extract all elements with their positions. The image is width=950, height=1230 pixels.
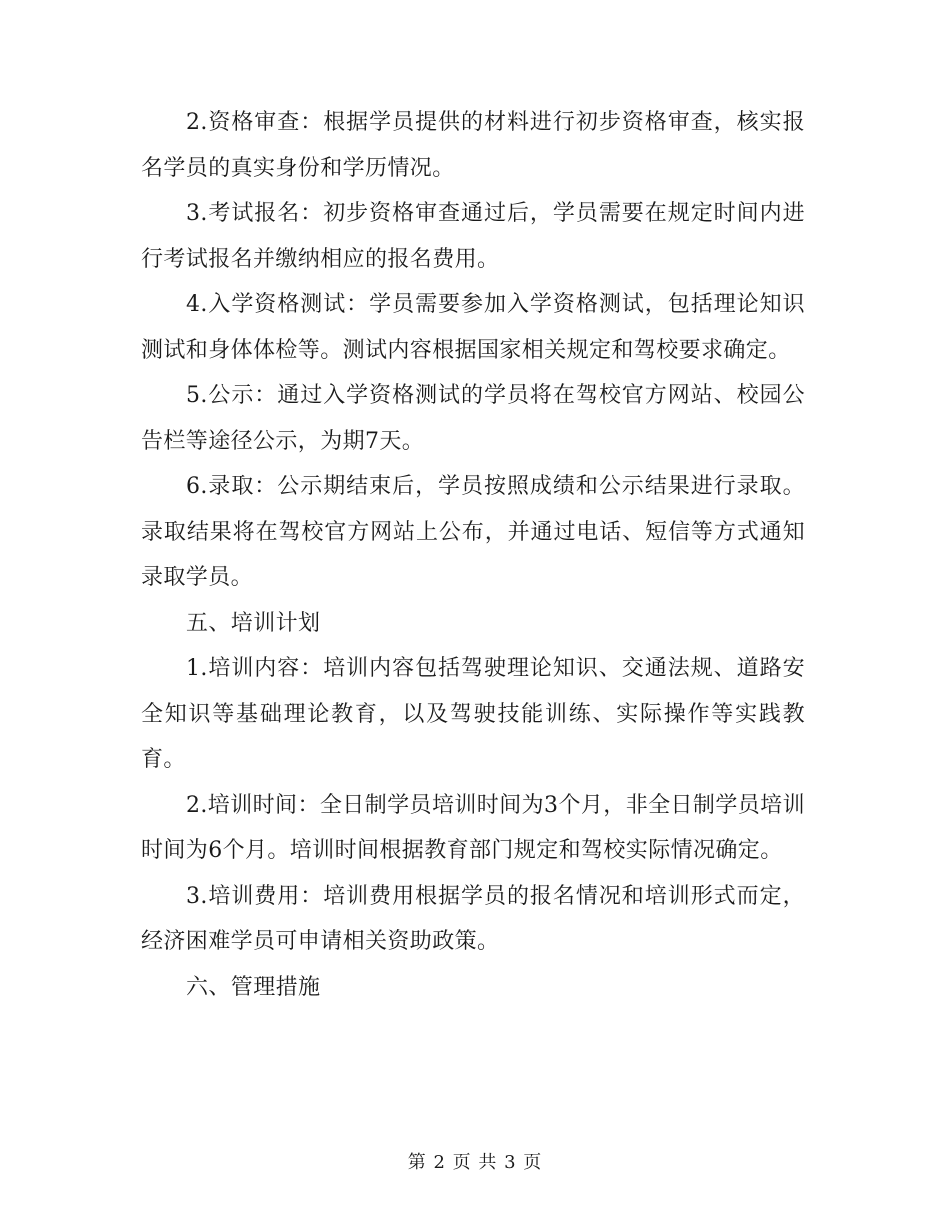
- section-heading-training-plan: 五、培训计划: [186, 610, 321, 636]
- section-heading-management: 六、管理措施: [186, 974, 321, 1000]
- document-body: [141, 100, 805, 1010]
- paragraph-exam-registration: 3.考试报名：初步资格审查通过后，学员需要在规定时间内进行考试报名并缴纳相应的报名费用。: [141, 201, 805, 272]
- paragraph-admission: 6.录取：公示期结束后，学员按照成绩和公示结果进行录取。录取结果将在驾校官方网站上公布，并通过电话、短信等方式通知录取学员。: [141, 474, 805, 590]
- paragraph-admission-test: 4.入学资格测试：学员需要参加入学资格测试，包括理论知识测试和身体体检等。测试内容根据国家相关规定和驾校要求确定。: [141, 292, 805, 363]
- paragraph-training-time: 2.培训时间：全日制学员培训时间为3个月，非全日制学员培训时间为6个月。培训时间根据教育部门规定和驾校实际情况确定。: [141, 792, 805, 863]
- paragraph-public-notice: 5.公示：通过入学资格测试的学员将在驾校官方网站、校园公告栏等途径公示，为期7天。: [141, 383, 805, 454]
- paragraph-training-content: 1.培训内容：培训内容包括驾驶理论知识、交通法规、道路安全知识等基础理论教育，以及驾驶技能训练、实际操作等实践教育。: [141, 656, 805, 772]
- paragraph-qualification-review: 2.资格审查：根据学员提供的材料进行初步资格审查，核实报名学员的真实身份和学历情况。: [141, 110, 805, 181]
- page-number-footer: 第 2 页 共 3 页: [407, 1152, 543, 1173]
- paragraph-training-fees: 3.培训费用：培训费用根据学员的报名情况和培训形式而定，经济困难学员可申请相关资助政策。: [141, 883, 805, 954]
